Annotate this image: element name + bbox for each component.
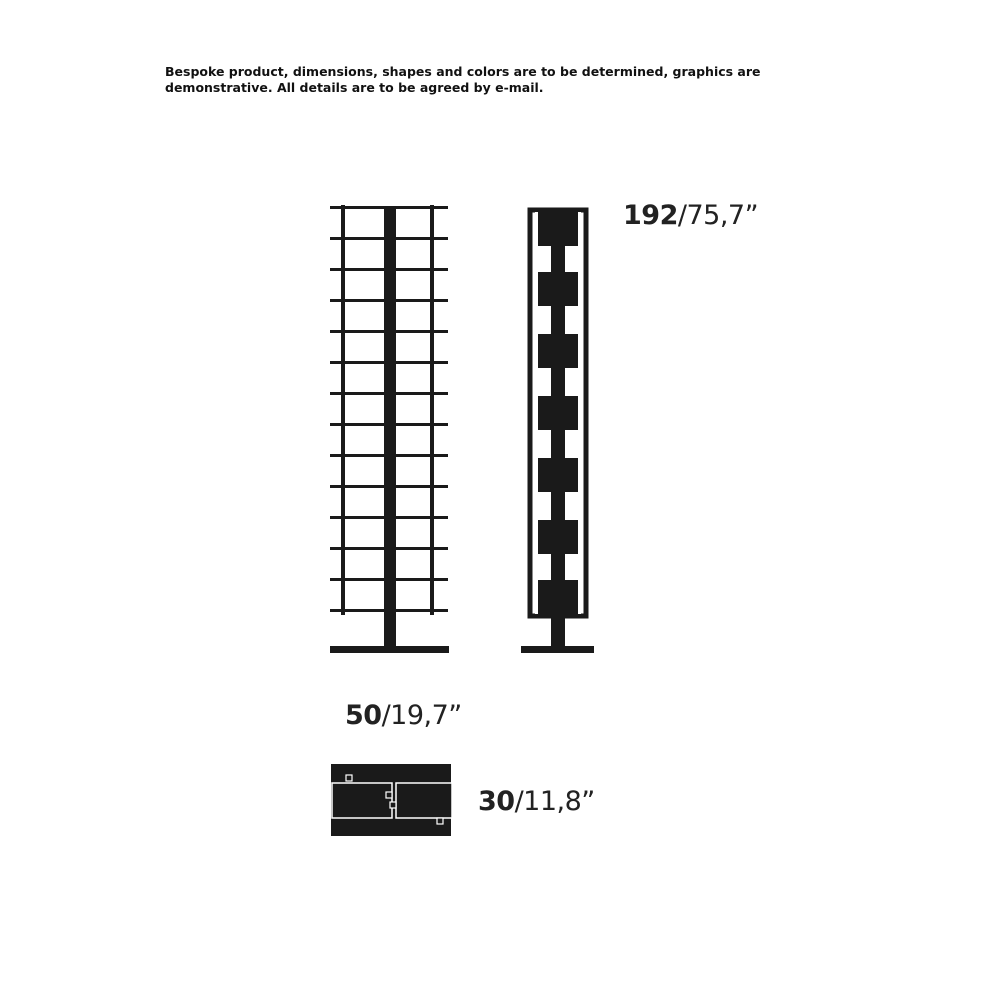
top-rod-marker-1 xyxy=(346,775,352,781)
side-book-blocks xyxy=(538,212,578,614)
height-dimension-label xyxy=(623,200,758,231)
disclaimer-line-1: Bespoke product, dimensions, shapes and colors are to be determined, graphics are xyxy=(165,64,761,79)
side-book-block xyxy=(538,396,578,430)
front-left-rod xyxy=(341,205,345,615)
height-inch: /75,7” xyxy=(677,200,759,231)
front-central-post xyxy=(384,207,396,648)
side-book-block xyxy=(538,458,578,492)
front-right-rod xyxy=(430,205,434,615)
width-dimension-label xyxy=(345,700,462,731)
side-view xyxy=(521,210,594,653)
height-cm: 192 xyxy=(623,200,678,231)
side-book-block xyxy=(538,580,578,614)
side-book-block xyxy=(538,334,578,368)
width-inch: /19,7” xyxy=(381,700,462,731)
top-view xyxy=(331,764,452,836)
side-book-block xyxy=(538,212,578,246)
front-base xyxy=(330,646,449,653)
width-cm: 50 xyxy=(345,700,382,731)
side-base xyxy=(521,646,594,653)
front-view xyxy=(330,205,449,653)
top-spine-marker-2 xyxy=(390,802,396,808)
top-left-shelf xyxy=(332,783,392,818)
top-right-shelf xyxy=(396,783,452,818)
depth-inch: /11,8” xyxy=(514,786,595,817)
top-spine-marker-1 xyxy=(386,792,392,798)
side-book-block xyxy=(538,520,578,554)
side-book-block xyxy=(538,272,578,306)
depth-cm: 30 xyxy=(478,786,515,817)
disclaimer-line-2: demonstrative. All details are to be agreed by e-mail. xyxy=(165,80,544,95)
depth-dimension-label xyxy=(478,786,595,817)
top-rod-marker-2 xyxy=(437,818,443,824)
